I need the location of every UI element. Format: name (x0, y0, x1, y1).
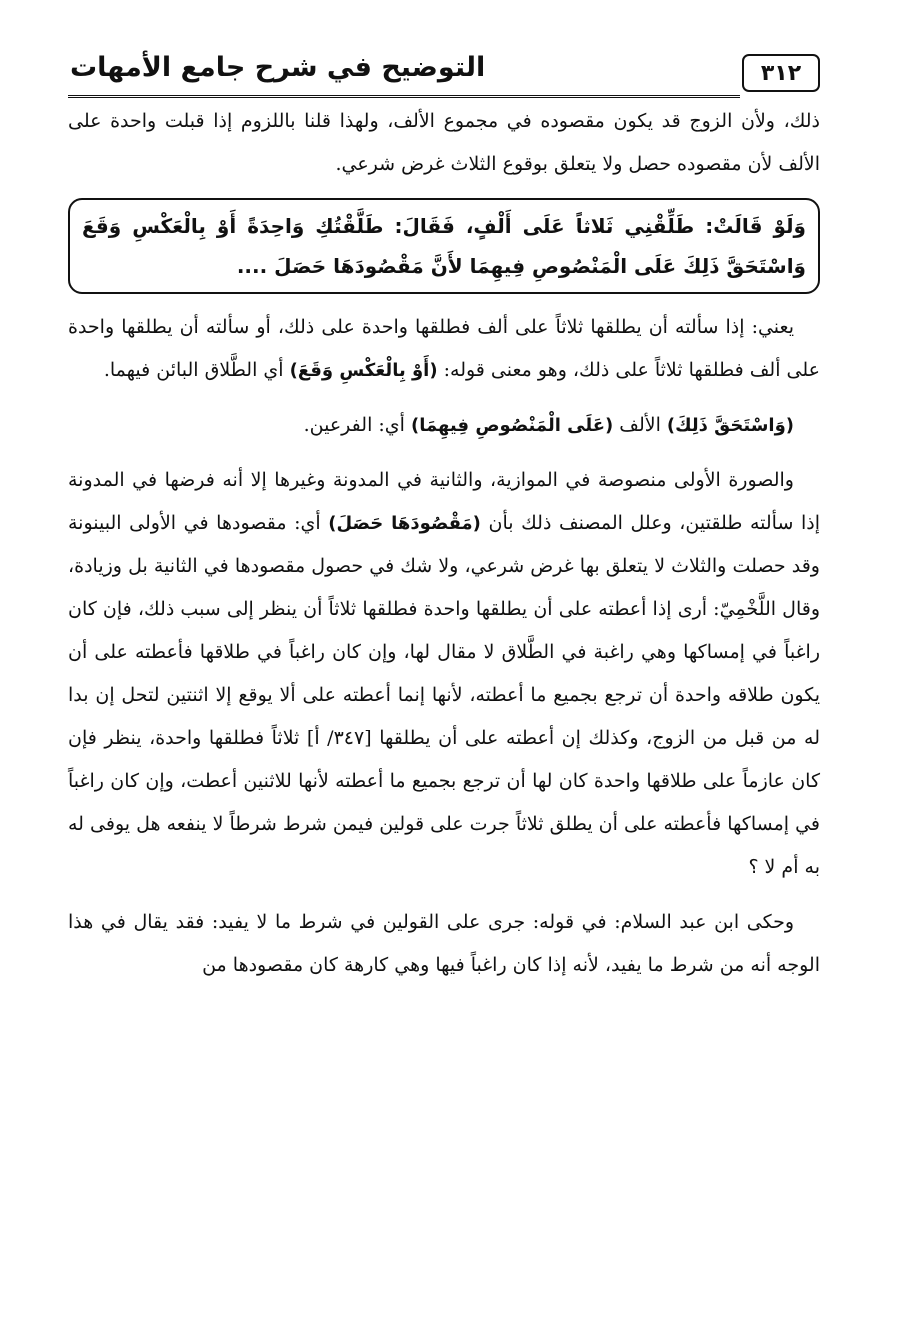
paragraph-1: ذلك، ولأن الزوج قد يكون مقصوده في مجموع الألف، ولهذا قلنا باللزوم إذا قبلت واحدة على الألف لأن مقصوده حصل ولا يتعلق بوقوع الثلاث غرض شرعي. (68, 110, 820, 175)
header-rule (68, 95, 740, 98)
quote-maqsuduha-hasal: (مَقْصُودَهَا حَصَلَ) (328, 513, 481, 534)
matn-box: وَلَوْ قَالَتْ: طَلِّقْنِي ثَلاثاً عَلَى أَلْفٍ، فَقَالَ: طَلَّقْتُكِ وَاحِدَةً أَوْ بِالْعَكْسِ وَقَعَ وَاسْتَحَقَّ ذَلِكَ عَلَى الْمَنْصُوصِ فِيهِمَا لأَنَّ مَقْصُودَهَا حَصَلَ .... (68, 198, 820, 294)
paragraph-2-text-a: يعني: إذا سألته أن يطلقها ثلاثاً على ألف فطلقها واحدة على ذلك، أو سألته أن يطلقها واحدة على ألف فطلقها ثلاثاً على ذلك، وهو معنى قوله: (68, 316, 820, 381)
paragraph-3 (68, 404, 820, 447)
paragraph-5: وحكى ابن عبد السلام: في قوله: جرى على القولين في شرط ما لا يفيد: فقد يقال في هذا الوجه أنه من شرط ما يفيد، لأنه إذا كان راغباً فيها وهي كارهة كان مقصودها من (68, 911, 820, 976)
quote-wastahaqq: (وَاسْتَحَقَّ ذَلِكَ) (666, 415, 794, 436)
paragraph-4-text-b: أي: مقصودها في الأولى البينونة وقد حصلت والثلاث لا يتعلق بها غرض شرعي، ولا شك في حصول مقصودها في الثانية بل وزيادة، وقال اللَّخْمِيّ: أرى إذا أعطته على أن يطلقها واحدة فطلقها ثلاثاً أن ينظر إلى سبب ذلك، فإن كان راغباً في إمساكها وهي راغبة في الطَّلاق لا مقال لها، وإن كان راغباً في طلاقها فأعطته على أن يكون طلاقه واحدة أن ترجع بجميع ما أعطته، لأنها إنما أعطته على ألا يوقع إلا اثنتين لتحل إن بدا له من قبل من الزوج، وكذلك إن أعطته على أن يطلقها [٣٤٧/ أ] ثلاثاً فطلقها واحدة، ينظر فإن كان عازماً على طلاقها واحدة كان لها أن ترجع بجميع ما أعطته لأنها للاثنين أعطت، وإن كان راغباً في إمساكها فأعطته على أن يطلق ثلاثاً جرت على قولين فيمن شرط شرطاً لا ينفعه هل يوفى له به أم لا ؟ (68, 512, 820, 878)
page-header (68, 44, 820, 100)
running-title: التوضيح في شرح جامع الأمهات (70, 52, 486, 83)
page-number: ٣١٢ (742, 54, 820, 92)
quote-aw-bil-aks: (أَوْ بِالْعَكْسِ وَقَعَ) (289, 360, 438, 381)
paragraph-3-mid: الألف (613, 414, 667, 436)
paragraph-2-text-b: أي الطَّلاق البائن فيهما. (103, 359, 290, 381)
paragraph-3-end: أي: الفرعين. (303, 414, 411, 436)
paragraph-4-text-a: والصورة الأولى منصوصة في الموازية، والثانية في المدونة وغيرها إلا أنه فرضها في المدونة إذا سألته طلقتين، وعلل المصنف ذلك بأن (68, 469, 821, 534)
paragraph-2 (68, 306, 820, 392)
page (68, 44, 820, 987)
quote-alal-mansus: (عَلَى الْمَنْصُوصِ فِيهِمَا) (410, 415, 614, 436)
paragraph-4 (68, 459, 820, 889)
